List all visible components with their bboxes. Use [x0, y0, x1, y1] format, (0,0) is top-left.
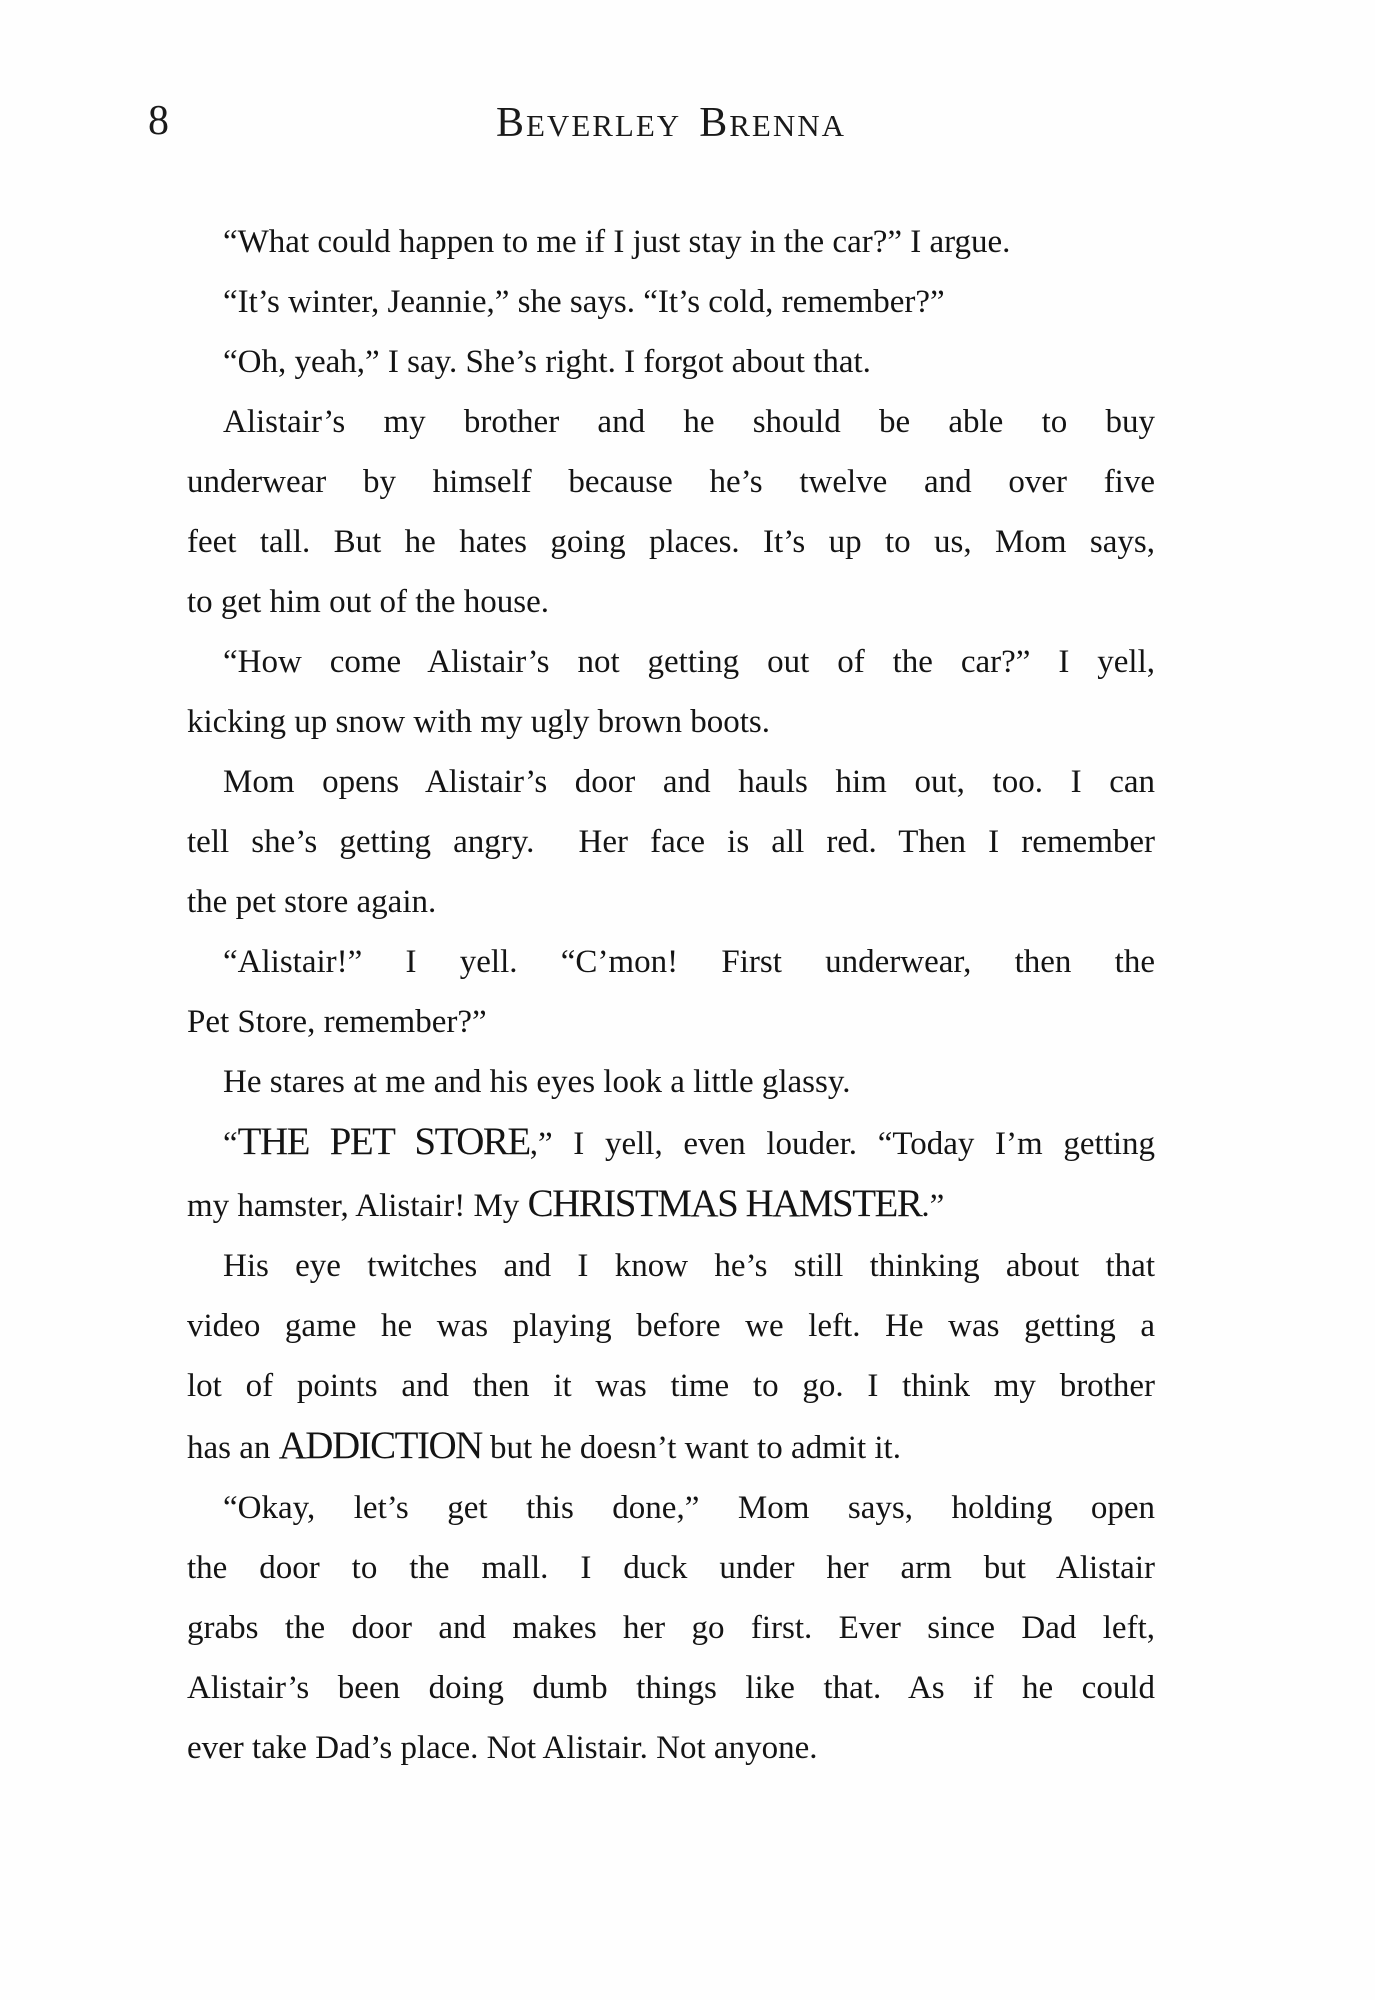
- text-line: [187, 1296, 1155, 1356]
- paragraph: [187, 932, 1155, 1052]
- text-segment: ,” I yell, even louder. “Today I’m getting: [529, 1126, 1155, 1162]
- author-word-initial: B: [699, 100, 730, 146]
- paragraph: [187, 272, 1155, 332]
- text-segment: has an: [187, 1430, 279, 1466]
- text-segment: His eye twitches and I know he’s still thinking about that: [223, 1248, 1155, 1284]
- text-segment: “Oh, yeah,” I say. She’s right. I forgot about that.: [223, 344, 871, 380]
- text-segment: “What could happen to me if I just stay in the car?” I argue.: [223, 224, 1011, 260]
- text-line: [187, 992, 1155, 1052]
- text-segment: tell she’s getting angry. Her face is all red. Then I remember: [187, 824, 1155, 860]
- text-segment: “Alistair!” I yell. “C’mon! First underwear, then the: [223, 944, 1155, 980]
- author-word-initial: B: [495, 100, 526, 146]
- text-segment: Alistair’s been doing dumb things like that. As if he could: [187, 1670, 1155, 1706]
- text-line: [187, 1598, 1155, 1658]
- text-line: [187, 452, 1155, 512]
- text-segment: He stares at me and his eyes look a little glassy.: [223, 1064, 851, 1100]
- text-segment: but he doesn’t want to admit it.: [481, 1430, 901, 1466]
- paragraph: [187, 392, 1155, 632]
- text-segment: the pet store again.: [187, 884, 437, 920]
- text-line: [187, 1052, 1155, 1112]
- text-line: [187, 872, 1155, 932]
- text-segment: grabs the door and makes her go first. Ever since Dad left,: [187, 1610, 1155, 1646]
- text-line: [187, 1538, 1155, 1598]
- text-line: [187, 212, 1155, 272]
- text-segment: “Okay, let’s get this done,” Mom says, holding open: [223, 1490, 1155, 1526]
- text-line: [187, 1658, 1155, 1718]
- page-number: 8: [148, 98, 169, 144]
- author-word: BEVERLEY: [495, 100, 682, 146]
- text-line: [187, 632, 1155, 692]
- text-line: [187, 1478, 1155, 1538]
- text-segment: “How come Alistair’s not getting out of the car?” I yell,: [223, 644, 1155, 680]
- text-line: [187, 752, 1155, 812]
- text-segment: .”: [921, 1188, 945, 1224]
- paragraph: [187, 1236, 1155, 1478]
- paragraph: [187, 332, 1155, 392]
- text-segment: “It’s winter, Jeannie,” she says. “It’s cold, remember?”: [223, 284, 945, 320]
- text-segment: video game he was playing before we left. He was getting a: [187, 1308, 1155, 1344]
- text-line: [187, 692, 1155, 752]
- author-word: BRENNA: [699, 100, 846, 146]
- text-line: [187, 392, 1155, 452]
- display-emphasis-text: ADDICTION: [278, 1424, 482, 1467]
- text-segment: the door to the mall. I duck under her arm but Alistair: [187, 1550, 1155, 1586]
- running-header-author: [187, 100, 1155, 149]
- text-line: [187, 272, 1155, 332]
- text-segment: feet tall. But he hates going places. It’s up to us, Mom says,: [187, 524, 1155, 560]
- text-segment: lot of points and then it was time to go. I think my brother: [187, 1368, 1155, 1404]
- text-segment: ever take Dad’s place. Not Alistair. Not anyone.: [187, 1730, 818, 1766]
- display-emphasis-text: CHRISTMAS HAMSTER: [527, 1182, 922, 1225]
- body-text: [187, 212, 1155, 1778]
- text-line: [187, 1174, 1155, 1236]
- text-segment: kicking up snow with my ugly brown boots.: [187, 704, 770, 740]
- text-segment: Alistair’s my brother and he should be able to buy: [223, 404, 1155, 440]
- text-segment: to get him out of the house.: [187, 584, 550, 620]
- text-line: [187, 332, 1155, 392]
- text-segment: underwear by himself because he’s twelve and over five: [187, 464, 1155, 500]
- paragraph: [187, 1112, 1155, 1236]
- paragraph: [187, 212, 1155, 272]
- text-line: [187, 1718, 1155, 1778]
- text-line: [187, 1356, 1155, 1416]
- text-line: [187, 1416, 1155, 1478]
- text-line: [187, 932, 1155, 992]
- display-emphasis-text: THE PET STORE: [237, 1120, 530, 1163]
- text-line: [187, 1112, 1155, 1174]
- paragraph: [187, 632, 1155, 752]
- text-line: [187, 812, 1155, 872]
- text-line: [187, 572, 1155, 632]
- text-segment: Mom opens Alistair’s door and hauls him out, too. I can: [223, 764, 1155, 800]
- text-line: [187, 1236, 1155, 1296]
- text-segment: Pet Store, remember?”: [187, 1004, 487, 1040]
- paragraph: [187, 1052, 1155, 1112]
- text-segment: my hamster, Alistair! My: [187, 1188, 528, 1224]
- text-segment: “: [223, 1126, 238, 1162]
- paragraph: [187, 1478, 1155, 1778]
- paragraph: [187, 752, 1155, 932]
- text-line: [187, 512, 1155, 572]
